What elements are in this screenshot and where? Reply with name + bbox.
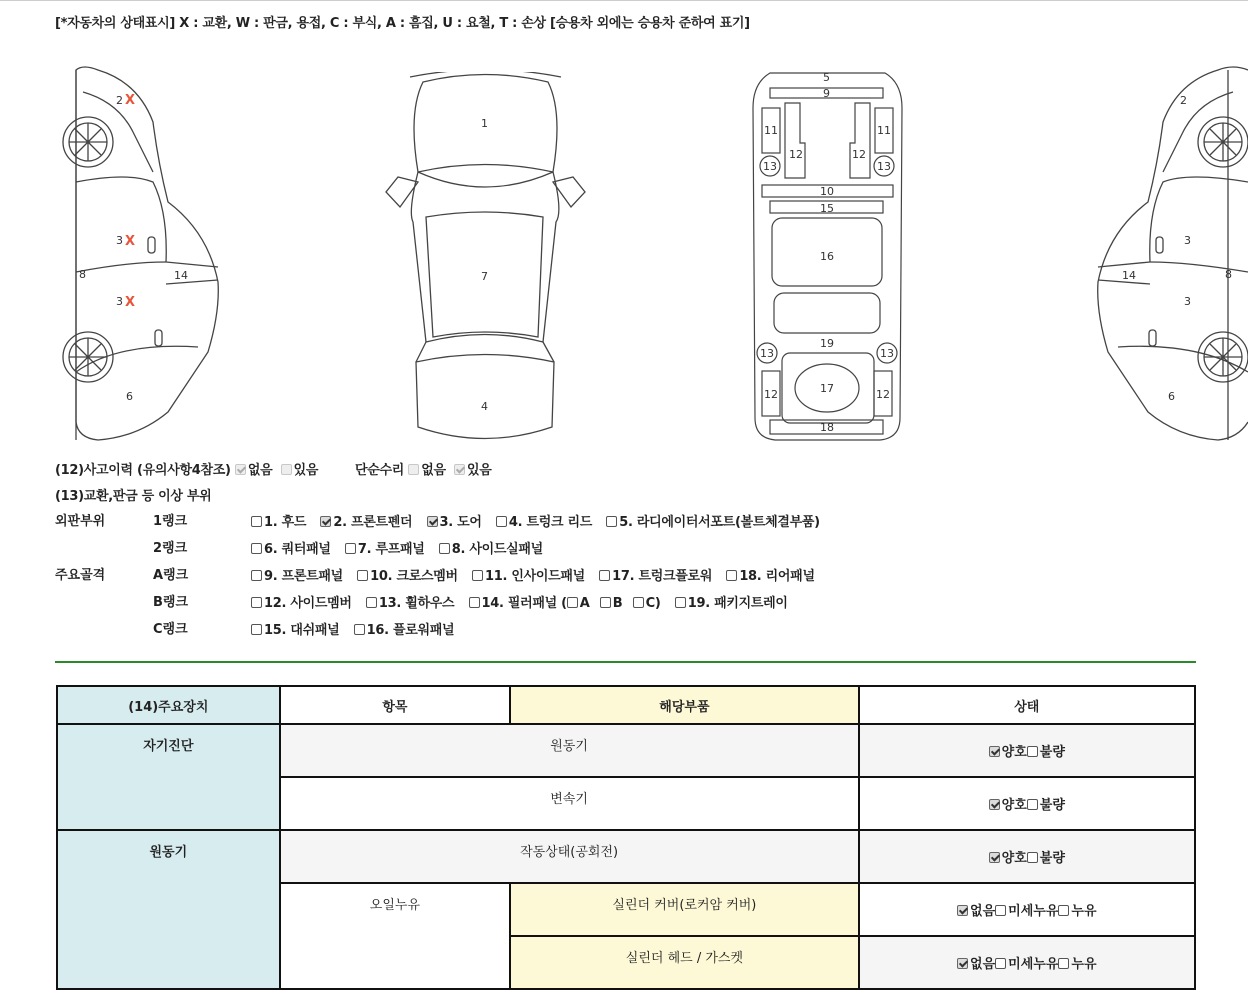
part-cylinder-cover: 실린더 커버(로커암 커버) xyxy=(510,883,858,936)
accident-history-row xyxy=(55,459,318,478)
head-leak-checkbox[interactable] xyxy=(1058,958,1069,969)
head-minor-checkbox[interactable] xyxy=(995,958,1006,969)
part-front-panel-checkbox[interactable] xyxy=(251,570,262,581)
rankA-label: A랭크 xyxy=(153,568,189,583)
transmission-good-label: 양호 xyxy=(1001,798,1027,813)
part-dash-panel-label: 15. 대쉬패널 xyxy=(264,623,340,638)
right-n14: 14 xyxy=(1122,269,1136,282)
accident-label: (12)사고이력 (유의사항4참조) xyxy=(55,463,231,478)
part-quarter-panel-checkbox[interactable] xyxy=(251,543,262,554)
part-package-tray-checkbox[interactable] xyxy=(675,597,686,608)
rankC-label: C랭크 xyxy=(153,622,188,637)
car-frame-diagram xyxy=(750,68,905,443)
accident-exists-label: 있음 xyxy=(293,463,319,478)
head-none-checkbox[interactable] xyxy=(957,958,968,969)
frame-n12d: 12 xyxy=(876,388,890,401)
cover-minor-checkbox[interactable] xyxy=(995,905,1006,916)
idle-bad-checkbox[interactable] xyxy=(1027,852,1038,863)
header-item: 항목 xyxy=(280,686,511,724)
rankC-options xyxy=(251,619,464,638)
left-n6: 6 xyxy=(126,390,133,403)
rankA-options xyxy=(251,565,825,584)
head-minor-label: 미세누유 xyxy=(1008,957,1059,972)
item-idle-state: 작동상태(공회전) xyxy=(280,830,859,883)
right-n6: 6 xyxy=(1168,390,1175,403)
idle-good-label: 양호 xyxy=(1001,851,1027,866)
part-floor-panel-checkbox[interactable] xyxy=(354,624,365,635)
part-rear-panel-label: 18. 리어패널 xyxy=(739,569,815,584)
frame-n16: 16 xyxy=(820,250,834,263)
transmission-bad-label: 불량 xyxy=(1039,798,1065,813)
pillar-b-label: B xyxy=(612,596,623,611)
cover-none-checkbox[interactable] xyxy=(957,905,968,916)
header-main-device: (14)주요장치 xyxy=(57,686,280,724)
status-cell xyxy=(859,724,1195,777)
frame-n15: 15 xyxy=(820,202,834,215)
left-n3a: 3 xyxy=(116,234,123,247)
part-pillar-panel-label: 14. 필러패널 ( xyxy=(481,596,567,611)
left-mark-3a: X xyxy=(125,234,136,249)
part-dash-panel-checkbox[interactable] xyxy=(251,624,262,635)
right-n8: 8 xyxy=(1225,268,1232,281)
part-side-sill-label: 8. 사이드실패널 xyxy=(451,542,543,557)
simple-repair-row xyxy=(355,459,492,478)
item-transmission: 변속기 xyxy=(280,777,859,830)
part-side-member-checkbox[interactable] xyxy=(251,597,262,608)
part-hood-label: 1. 후드 xyxy=(264,515,307,530)
part-cross-member-checkbox[interactable] xyxy=(357,570,368,581)
head-none-label: 없음 xyxy=(970,957,996,972)
main-devices-table xyxy=(56,685,1196,990)
simple-repair-label: 단순수리 xyxy=(355,463,405,478)
status-cell xyxy=(859,777,1195,830)
frame-n11b: 11 xyxy=(877,124,891,137)
status-cell xyxy=(859,936,1195,989)
frame-n12c: 12 xyxy=(764,388,778,401)
left-n2: 2 xyxy=(116,94,123,107)
simple-exists-label: 있음 xyxy=(467,463,492,478)
part-front-fender-label: 2. 프론트펜더 xyxy=(333,515,413,530)
item-engine: 원동기 xyxy=(280,724,859,777)
part-trunk-floor-label: 17. 트렁크플로워 xyxy=(612,569,713,584)
status-legend: [*자동차의 상태표시] X : 교환, W : 판금, 용접, C : 부식, A : 흠집, U : 요철, T : 손상 [승용차 외에는 승용차 준하여 표기] xyxy=(55,16,750,31)
section-divider xyxy=(55,661,1196,663)
pillar-c-label: C) xyxy=(645,596,661,611)
top-n4: 4 xyxy=(481,400,488,413)
part-radiator-support-label: 5. 라디에이터서포트(볼트체결부품) xyxy=(619,515,820,530)
pillar-a-checkbox[interactable] xyxy=(567,597,578,608)
part-inside-panel-checkbox[interactable] xyxy=(472,570,483,581)
part-side-member-label: 12. 사이드멤버 xyxy=(264,596,352,611)
item-oil-leak: 오일누유 xyxy=(280,883,511,989)
simple-exists-checkbox[interactable] xyxy=(454,464,465,475)
car-top-diagram xyxy=(378,72,593,447)
part-roof-panel-label: 7. 루프패널 xyxy=(357,542,425,557)
header-status: 상태 xyxy=(859,686,1195,724)
right-n2: 2 xyxy=(1180,94,1187,107)
category-engine: 원동기 xyxy=(57,830,280,989)
transmission-good-checkbox[interactable] xyxy=(989,799,1000,810)
left-mark-2: X xyxy=(125,93,136,108)
header-part: 해당부품 xyxy=(510,686,858,724)
part-cylinder-head: 실린더 헤드 / 가스켓 xyxy=(510,936,858,989)
car-right-side-diagram xyxy=(1088,62,1248,447)
part-trunk-lid-label: 4. 트렁크 리드 xyxy=(508,515,593,530)
outer-panel-label: 외판부위 xyxy=(55,514,106,529)
frame-n13a: 13 xyxy=(763,160,777,173)
engine-good-checkbox[interactable] xyxy=(989,746,1000,757)
engine-good-label: 양호 xyxy=(1001,745,1027,760)
frame-n18: 18 xyxy=(820,421,834,434)
part-radiator-support-checkbox[interactable] xyxy=(606,516,617,527)
table-header-row xyxy=(57,686,1195,724)
part-package-tray-label: 19. 패키지트레이 xyxy=(687,596,788,611)
engine-bad-label: 불량 xyxy=(1039,745,1065,760)
frame-label: 주요골격 xyxy=(55,568,106,583)
part-trunk-lid-checkbox[interactable] xyxy=(496,516,507,527)
idle-good-checkbox[interactable] xyxy=(989,852,1000,863)
top-divider xyxy=(0,0,1248,1)
part-door-label: 3. 도어 xyxy=(439,515,482,530)
frame-n10: 10 xyxy=(820,185,834,198)
part-side-sill-checkbox[interactable] xyxy=(439,543,450,554)
frame-n13b: 13 xyxy=(877,160,891,173)
status-cell xyxy=(859,830,1195,883)
simple-none-checkbox[interactable] xyxy=(408,464,419,475)
left-n14: 14 xyxy=(174,269,188,282)
idle-bad-label: 불량 xyxy=(1039,851,1065,866)
part-wheel-house-checkbox[interactable] xyxy=(366,597,377,608)
part-floor-panel-label: 16. 플로워패널 xyxy=(366,623,455,638)
frame-n5: 5 xyxy=(823,71,830,84)
part-front-fender-checkbox[interactable] xyxy=(320,516,331,527)
simple-none-label: 없음 xyxy=(421,463,446,478)
pillar-b-checkbox[interactable] xyxy=(600,597,611,608)
cover-leak-checkbox[interactable] xyxy=(1058,905,1069,916)
frame-n9: 9 xyxy=(823,87,830,100)
table-row xyxy=(57,724,1195,777)
rank1-options xyxy=(251,511,830,530)
part-quarter-panel-label: 6. 쿼터패널 xyxy=(264,542,331,557)
part-door-checkbox[interactable] xyxy=(427,516,438,527)
frame-n12a: 12 xyxy=(789,148,803,161)
left-mark-3b: X xyxy=(125,295,136,310)
frame-n12b: 12 xyxy=(852,148,866,161)
rank1-label: 1랭크 xyxy=(153,514,188,529)
head-leak-label: 누유 xyxy=(1071,957,1097,972)
engine-bad-checkbox[interactable] xyxy=(1027,746,1038,757)
left-n8: 8 xyxy=(79,268,86,281)
right-n3b: 3 xyxy=(1184,295,1191,308)
part-roof-panel-checkbox[interactable] xyxy=(345,543,356,554)
part-pillar-panel-checkbox[interactable] xyxy=(469,597,480,608)
rankB-options xyxy=(251,592,798,611)
part-inside-panel-label: 11. 인사이드패널 xyxy=(485,569,585,584)
rank2-label: 2랭크 xyxy=(153,541,188,556)
left-n3b: 3 xyxy=(116,295,123,308)
part-cross-member-label: 10. 크로스멤버 xyxy=(370,569,458,584)
frame-n19: 19 xyxy=(820,337,834,350)
category-self-diagnosis: 자기진단 xyxy=(57,724,280,830)
part-hood-checkbox[interactable] xyxy=(251,516,262,527)
accident-exists-checkbox[interactable] xyxy=(281,464,292,475)
cover-none-label: 없음 xyxy=(970,904,996,919)
parts-heading: (13)교환,판금 등 이상 부위 xyxy=(55,489,212,504)
frame-n13d: 13 xyxy=(880,347,894,360)
cover-leak-label: 누유 xyxy=(1071,904,1097,919)
part-wheel-house-label: 13. 휠하우스 xyxy=(378,596,455,611)
transmission-bad-checkbox[interactable] xyxy=(1027,799,1038,810)
pillar-a-label: A xyxy=(579,596,590,611)
status-cell xyxy=(859,883,1195,936)
right-n3a: 3 xyxy=(1184,234,1191,247)
frame-n17: 17 xyxy=(820,382,834,395)
top-n1: 1 xyxy=(481,117,488,130)
rank2-options xyxy=(251,538,553,557)
part-front-panel-label: 9. 프론트패널 xyxy=(264,569,343,584)
table-row xyxy=(57,830,1195,883)
part-rear-panel-checkbox[interactable] xyxy=(726,570,737,581)
car-left-side-diagram xyxy=(58,62,228,447)
accident-none-checkbox[interactable] xyxy=(235,464,246,475)
top-n7: 7 xyxy=(481,270,488,283)
accident-none-label: 없음 xyxy=(247,463,273,478)
rankB-label: B랭크 xyxy=(153,595,189,610)
pillar-c-checkbox[interactable] xyxy=(633,597,644,608)
cover-minor-label: 미세누유 xyxy=(1008,904,1059,919)
frame-n11a: 11 xyxy=(764,124,778,137)
part-trunk-floor-checkbox[interactable] xyxy=(599,570,610,581)
frame-n13c: 13 xyxy=(760,347,774,360)
